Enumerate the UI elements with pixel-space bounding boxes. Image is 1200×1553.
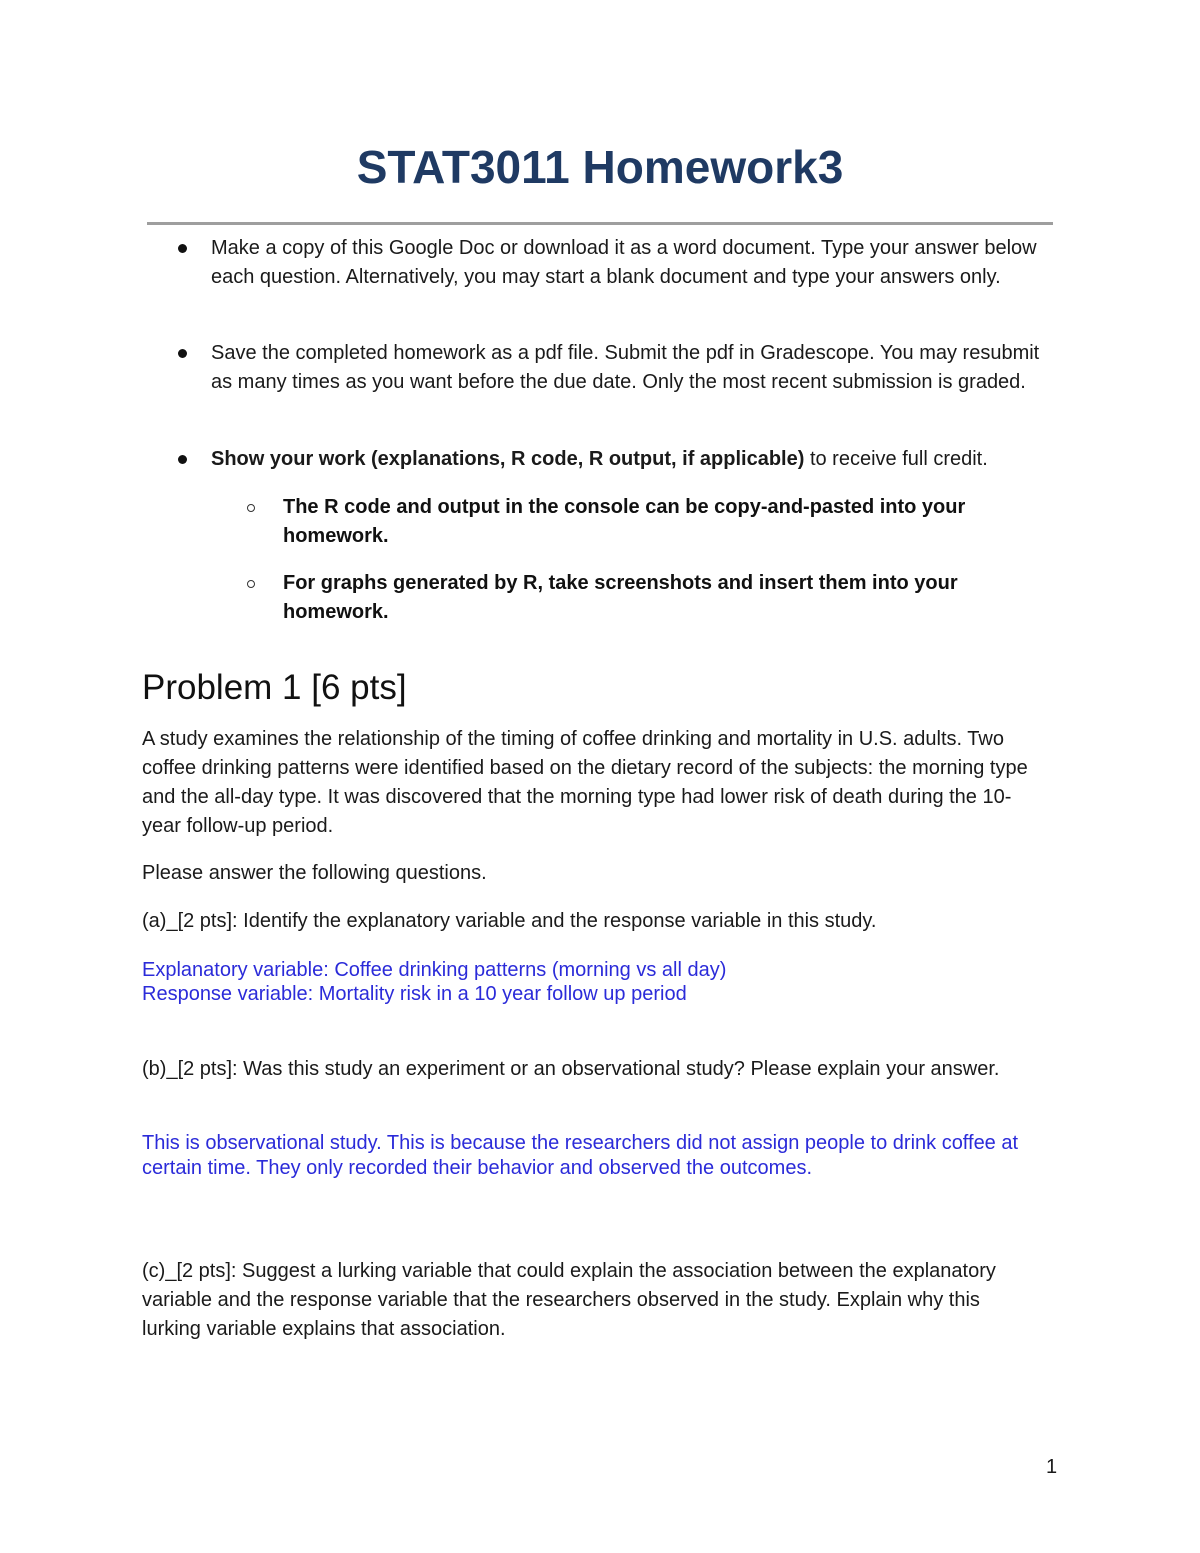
problem-heading: Problem 1 [6 pts] (142, 668, 407, 707)
page-title: STAT3011 Homework3 (356, 141, 844, 193)
show-work-bold: Show your work (explanations, R code, R output, if applicable) (211, 448, 805, 470)
bullet-dot-icon (178, 455, 187, 464)
instruction-subitem-r-code: The R code and output in the console can be copy-and-pasted into your homework. (283, 496, 966, 547)
problem-intro: A study examines the relationship of the timing of coffee drinking and mortality in U.S. adults. Two coffee drinking patterns were identified based on the dietary record of the subjects: the morning type and the all-day type. It was discovered that the morning type had lower risk of death during the 10-year follow-up period. (142, 728, 1028, 837)
answer-b: This is observational study. This is because the researchers did not assign people to drink coffee at certain time. They only recorded their behavior and observed the outcomes. (142, 1132, 1019, 1179)
sub-bullet-circle-icon (247, 504, 255, 512)
instruction-item-copy: Make a copy of this Google Doc or download it as a word document. Type your answer below each question. Alternatively, you may start a blank document and type your answers only. (211, 237, 1037, 288)
instruction-item-submit: Save the completed homework as a pdf file. Submit the pdf in Gradescope. You may resubmit as many times as you want before the due date. Only the most recent submission is graded. (211, 342, 1040, 393)
question-b: (b)_[2 pts]: Was this study an experiment or an observational study? Please explain your answer. (142, 1058, 1000, 1080)
sub-bullet-circle-icon (247, 580, 255, 588)
question-a: (a)_[2 pts]: Identify the explanatory variable and the response variable in this study. (142, 910, 877, 932)
bullet-dot-icon (178, 244, 187, 253)
bullet-dot-icon (178, 349, 187, 358)
answer-a-line1: Explanatory variable: Coffee drinking patterns (morning vs all day) (142, 959, 727, 981)
problem-prompt: Please answer the following questions. (142, 862, 487, 884)
instruction-item-show-work (211, 445, 1051, 474)
title-divider (147, 222, 1053, 225)
page-number: 1 (1046, 1456, 1058, 1478)
question-c: (c)_[2 pts]: Suggest a lurking variable that could explain the association between the explanatory variable and the response variable that the researchers observed in the study. Explain why this lurking variable explains that association. (142, 1260, 996, 1340)
answer-a-line2: Response variable: Mortality risk in a 10 year follow up period (142, 983, 687, 1005)
show-work-rest: to receive full credit. (804, 448, 988, 470)
instruction-subitem-graphs: For graphs generated by R, take screenshots and insert them into your homework. (283, 572, 958, 623)
